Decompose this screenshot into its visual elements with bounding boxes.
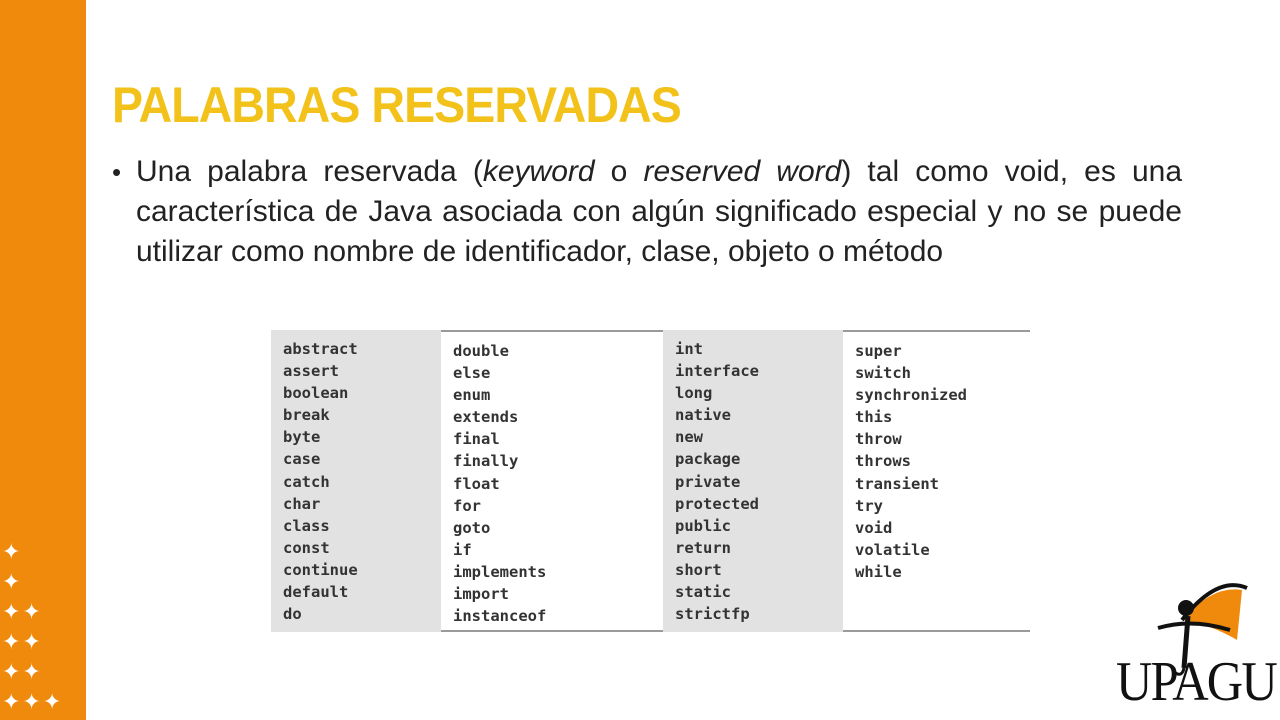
keyword-item: native — [675, 406, 731, 425]
keywords-table — [271, 330, 1030, 632]
keyword-item: final — [453, 430, 500, 449]
keyword-item: abstract — [283, 340, 358, 358]
keyword-item: const — [283, 538, 330, 557]
bullet-text-italic: keyword — [482, 155, 595, 188]
keyword-item: this — [855, 408, 893, 427]
keyword-item: assert — [283, 362, 339, 381]
keyword-item: package — [675, 450, 741, 469]
keyword-item: public — [675, 516, 731, 535]
keyword-item: return — [675, 538, 731, 557]
bullet-text-part: ) tal como void, es una característica de Java asociada con algún significado especial y no se puede utilizar como nombre de identificador, clase, objeto o método — [136, 155, 1183, 268]
bullet-paragraph — [112, 152, 1182, 272]
keyword-item: void — [855, 518, 893, 537]
keyword-column-2 — [441, 330, 663, 632]
bullet-text — [136, 152, 1182, 272]
keyword-item: class — [283, 516, 330, 535]
keyword-item: continue — [283, 560, 358, 579]
keyword-item: throw — [855, 430, 902, 449]
keyword-item: try — [855, 496, 883, 515]
keyword-item: protected — [675, 494, 759, 513]
keyword-item: extends — [453, 408, 519, 427]
keyword-item: byte — [283, 428, 321, 447]
orange-side-bar — [0, 0, 86, 720]
bullet-icon: • — [112, 157, 122, 187]
keyword-item: enum — [453, 386, 491, 405]
sparkle-decoration: ✦ ✦ ✦✦ ✦✦ ✦✦ ✦✦✦ — [2, 540, 64, 715]
keyword-item: super — [855, 342, 902, 360]
keyword-column-3 — [663, 330, 843, 632]
keyword-item: finally — [453, 452, 519, 471]
keyword-item: throws — [855, 452, 911, 471]
keyword-item: while — [855, 562, 902, 581]
keyword-item: long — [675, 384, 713, 403]
keyword-item: double — [453, 342, 509, 360]
keyword-item: implements — [453, 562, 547, 581]
keyword-item: float — [453, 474, 500, 493]
slide-title: PALABRAS RESERVADAS — [112, 77, 681, 133]
bullet-text-italic: reserved word — [643, 155, 842, 188]
keyword-item: case — [283, 450, 321, 469]
keyword-item: do — [283, 605, 302, 624]
bullet-text-part: o — [594, 155, 644, 188]
keyword-item: import — [453, 585, 509, 604]
keyword-item: static — [675, 583, 731, 602]
keyword-item: new — [675, 428, 703, 447]
keyword-item: volatile — [855, 540, 930, 559]
keyword-item: instanceof — [453, 607, 547, 626]
keyword-item: else — [453, 364, 491, 383]
keyword-item: transient — [855, 474, 939, 493]
keyword-item: char — [283, 494, 321, 513]
keyword-item: private — [675, 472, 741, 491]
keyword-item: synchronized — [855, 386, 967, 405]
keyword-item: break — [283, 406, 330, 425]
keyword-column-4 — [843, 330, 1030, 632]
keyword-item: boolean — [283, 384, 349, 403]
keyword-item: interface — [675, 362, 759, 381]
keyword-item: catch — [283, 472, 330, 491]
keyword-item: int — [675, 340, 703, 358]
keyword-item: default — [283, 583, 349, 602]
keyword-item: for — [453, 496, 481, 515]
keyword-item: switch — [855, 364, 911, 383]
keyword-item: if — [453, 540, 472, 559]
logo-text: UPAGU — [1116, 651, 1277, 713]
keyword-item: goto — [453, 518, 491, 537]
keyword-item: short — [675, 560, 722, 579]
bullet-text-part: Una palabra reservada ( — [136, 155, 483, 188]
keyword-item: strictfp — [675, 605, 750, 624]
keyword-column-1 — [271, 330, 441, 632]
